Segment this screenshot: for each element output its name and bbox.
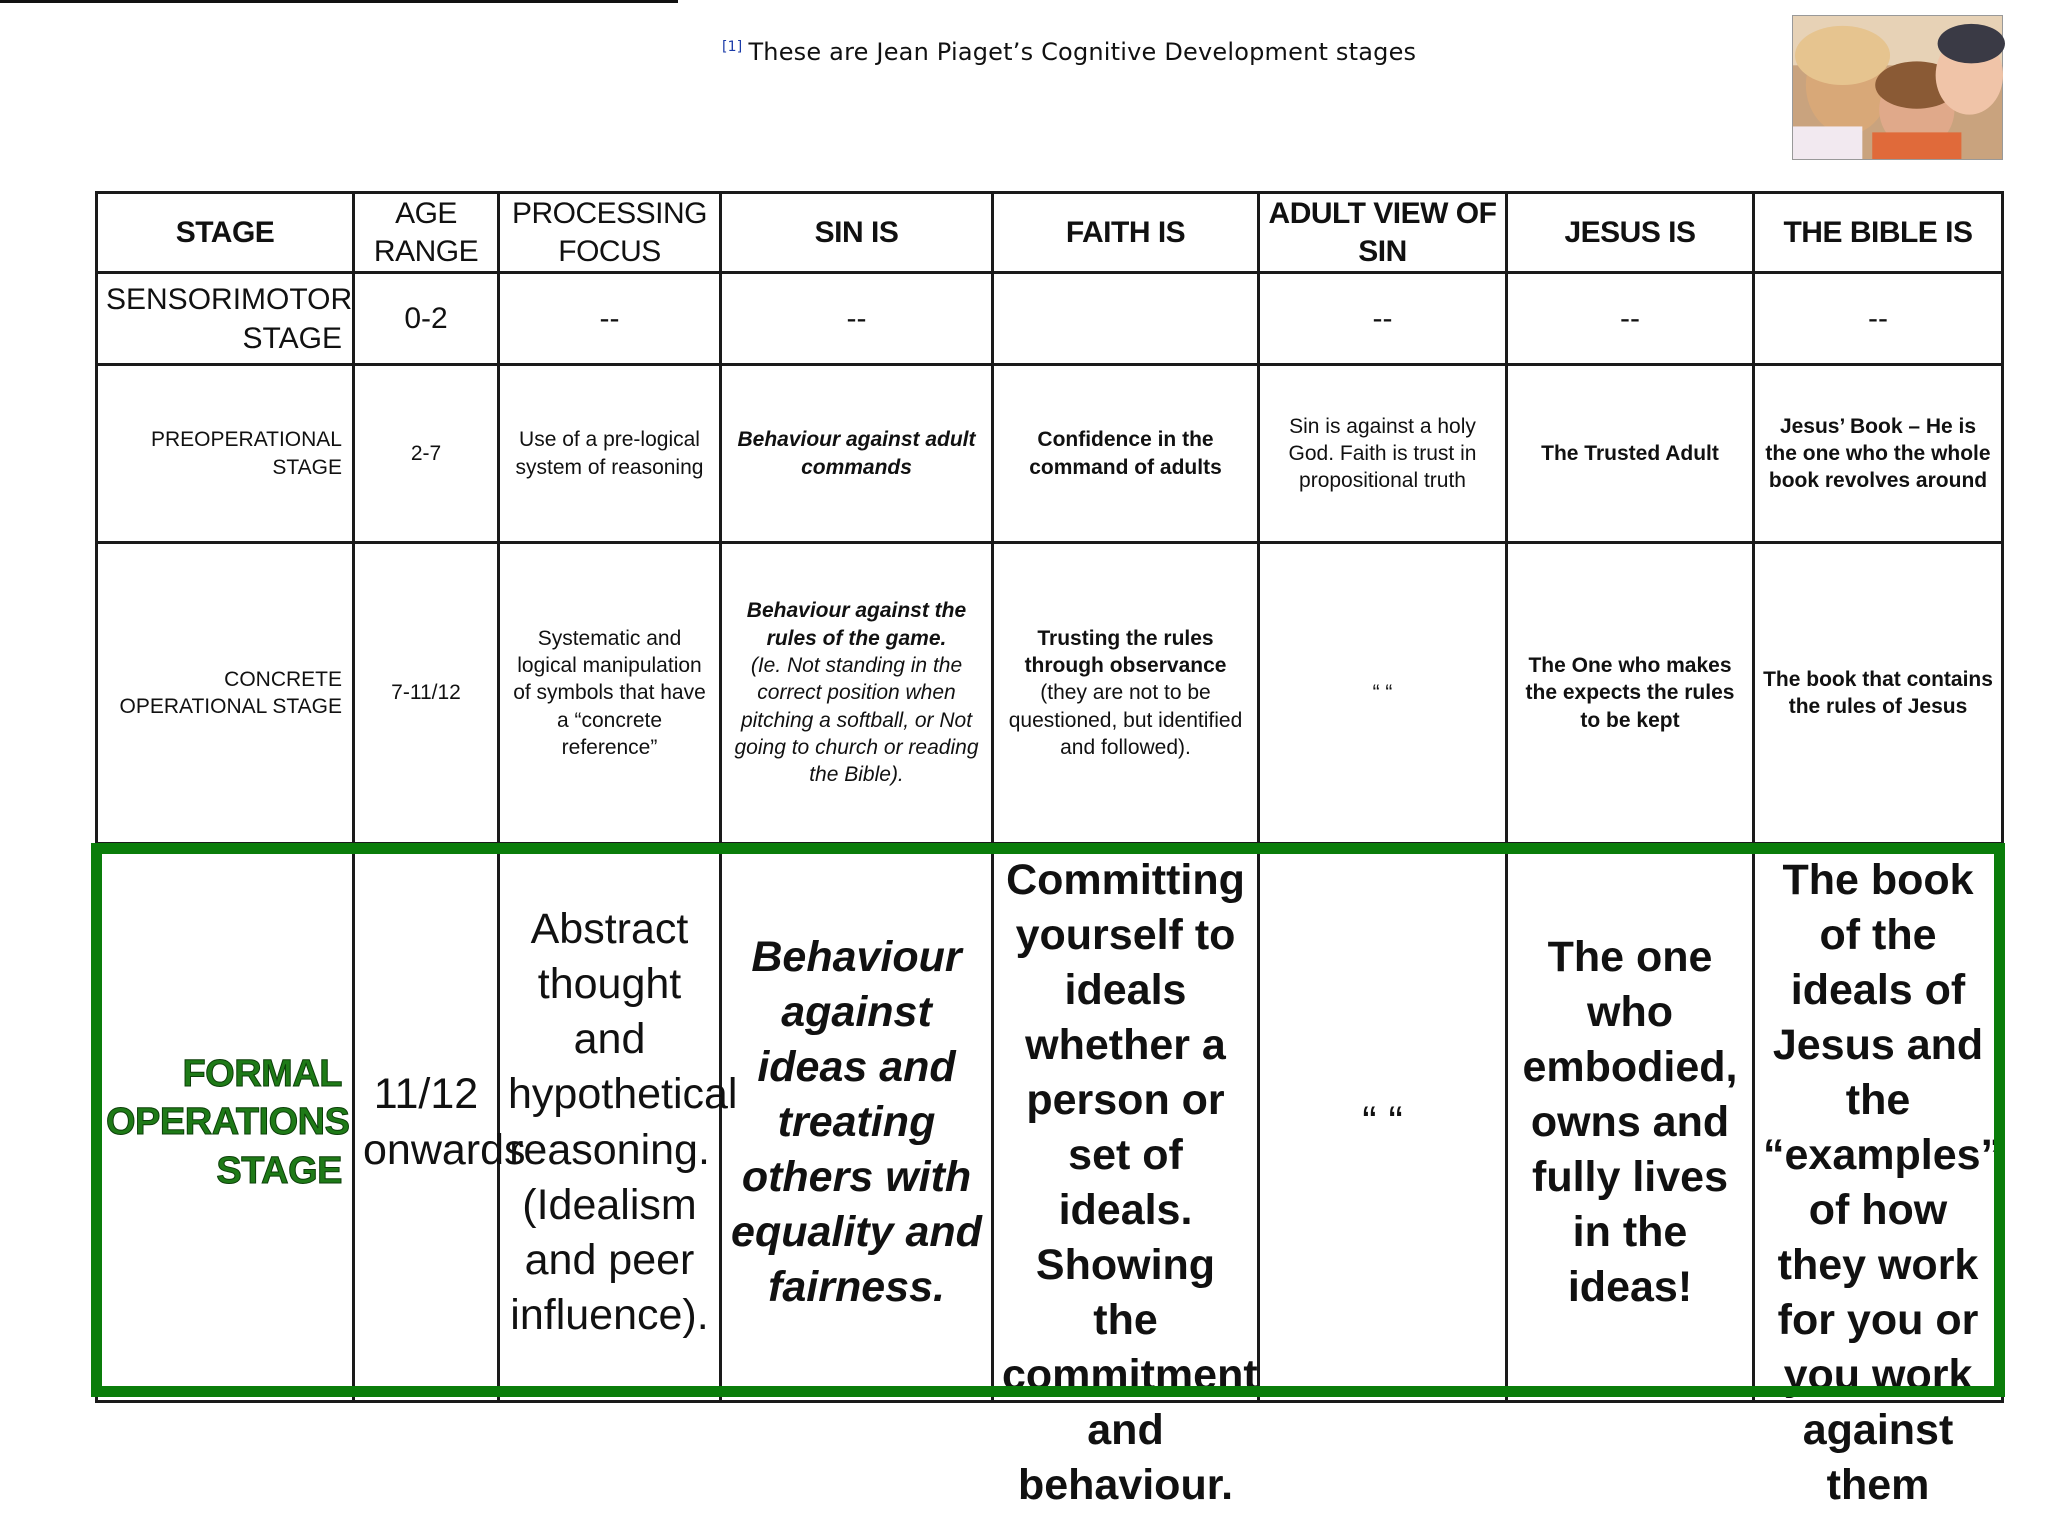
- row-formal-operations: [97, 844, 2003, 1402]
- adult-view-of-sin: “ “: [1259, 543, 1507, 844]
- stage-name: SENSORIMOTOR STAGE: [97, 273, 354, 365]
- header-age-range: AGE RANGE: [354, 193, 499, 273]
- header-adult-view-of-sin: ADULT VIEW OF SIN: [1259, 193, 1507, 273]
- header-the-bible-is: THE BIBLE IS: [1754, 193, 2003, 273]
- header-jesus-is: JESUS IS: [1507, 193, 1754, 273]
- header-faith-is: FAITH IS: [993, 193, 1259, 273]
- photo-illustration: [1793, 16, 2002, 159]
- age-range: 2-7: [354, 365, 499, 543]
- faith-is: Confidence in the command of adults: [993, 365, 1259, 543]
- sin-is: Behaviour against ideas and treating others with equality and fairness.: [721, 844, 993, 1402]
- row-concrete-operational: [97, 543, 2003, 844]
- bible-is: The book that contains the rules of Jesus: [1754, 543, 2003, 844]
- row-preoperational: [97, 365, 2003, 543]
- footnote: [722, 38, 1416, 66]
- sin-is-bold: Behaviour against the rules of the game.: [746, 599, 967, 650]
- jesus-is: --: [1507, 273, 1754, 365]
- header-row: [97, 193, 2003, 273]
- faith-is-bold: Trusting the rules through observance: [1024, 626, 1227, 678]
- adult-view-of-sin: --: [1259, 273, 1507, 365]
- sin-is: [721, 543, 993, 844]
- bible-is: [1754, 844, 2003, 1509]
- footnote-ref[interactable]: [1]: [722, 39, 743, 55]
- header-processing-focus: PROCESSING FOCUS: [499, 193, 721, 273]
- footnote-text: These are Jean Piaget’s Cognitive Development stages: [748, 38, 1417, 66]
- sin-is: --: [721, 273, 993, 365]
- stage-name: FORMAL OPERATIONS STAGE: [97, 844, 354, 1402]
- processing-focus: Systematic and logical manipulation of symbols that have a “concrete reference”: [499, 543, 721, 844]
- faith-is-detail: (they are not to be questioned, but identified and followed).: [1008, 681, 1243, 759]
- jesus-is: The one who embodied, owns and fully lives in the ideas!: [1507, 844, 1754, 1402]
- age-range: 0-2: [354, 273, 499, 365]
- bible-is: Jesus’ Book – He is the one who the whole book revolves around: [1754, 365, 2003, 543]
- faith-is: [993, 273, 1259, 365]
- faith-is: [993, 543, 1259, 844]
- bible-is: --: [1754, 273, 2003, 365]
- stage-name: CONCRETE OPERATIONAL STAGE: [97, 543, 354, 844]
- processing-focus: Abstract thought and hypothetical reasoning. (Idealism and peer influence).: [499, 844, 721, 1402]
- adult-view-of-sin: Sin is against a holy God. Faith is trust in propositional truth: [1259, 365, 1507, 543]
- age-range: 7-11/12: [354, 543, 499, 844]
- stages-table: [95, 191, 2004, 1509]
- processing-focus: --: [499, 273, 721, 365]
- sin-is-detail: (Ie. Not standing in the correct position when pitching a softball, or Not going to church or reading the Bible).: [734, 654, 979, 787]
- adult-view-of-sin: “ “: [1259, 844, 1507, 1402]
- stage-name: PREOPERATIONAL STAGE: [97, 365, 354, 543]
- sin-is: Behaviour against adult commands: [721, 365, 993, 543]
- faith-is: [993, 844, 1259, 1509]
- processing-focus: Use of a pre-logical system of reasoning: [499, 365, 721, 543]
- jesus-is: The One who makes the expects the rules to be kept: [1507, 543, 1754, 844]
- row-sensorimotor: [97, 273, 2003, 365]
- top-rule: [0, 0, 678, 3]
- age-range: 11/12 onwards: [354, 844, 499, 1402]
- header-stage: STAGE: [97, 193, 354, 273]
- header-sin-is: SIN IS: [721, 193, 993, 273]
- jesus-is: The Trusted Adult: [1507, 365, 1754, 543]
- faith-is-text: Committing yourself to ideals whether a person or set of ideals. Showing the commitment and behaviour.: [1002, 855, 1258, 1509]
- bible-is-text: The book of the ideals of Jesus and the “examples” of how they work for you or you work against them: [1763, 855, 2003, 1509]
- children-photo: [1792, 15, 2003, 160]
